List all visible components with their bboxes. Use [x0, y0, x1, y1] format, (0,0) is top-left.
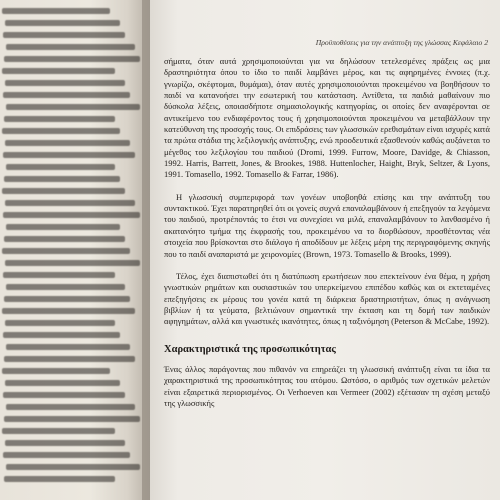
left-page-line [4, 176, 120, 182]
left-page-line [5, 380, 120, 386]
left-page-line [2, 248, 130, 254]
left-page-line [3, 32, 125, 38]
left-page-line [3, 452, 130, 458]
left-page-line [3, 332, 120, 338]
left-page-line [4, 476, 115, 482]
left-page-line [4, 56, 140, 62]
left-page-line [4, 356, 135, 362]
left-page-line [6, 104, 140, 110]
left-page-line [3, 152, 135, 158]
left-page-cropped [0, 0, 150, 500]
left-page-line [2, 188, 125, 194]
body-text [164, 56, 490, 409]
left-page-line [6, 344, 130, 350]
left-page-line [5, 200, 135, 206]
left-page-line [2, 308, 135, 314]
left-page-line [4, 296, 130, 302]
running-head: Προϋποθέσεις για την ανάπτυξη της γλώσσας Κεφάλαιο 2 [315, 38, 488, 47]
section-heading: Χαρακτηριστικά της προσωπικότητας [164, 343, 336, 355]
left-page-line [4, 236, 125, 242]
left-page-line [3, 392, 125, 398]
left-page-line [2, 68, 115, 74]
left-page-line [2, 8, 110, 14]
left-page-line [5, 440, 125, 446]
left-page-line [6, 284, 125, 290]
left-page-line [6, 44, 135, 50]
left-page-line [5, 320, 115, 326]
paragraph-1: σήματα, όταν αυτά χρησιμοποιούνται για να δηλώσουν τετελεσμένες πράξεις ως μια δραστηριότητα όπου το ίδιο το παιδί λαμβάνει μέρος, και τις αφηρημένες έννοιες (π.χ. γνωρίζω, σκέφτομαι, θυμάμαι), όταν αυτές χρησιμοποιούνται προκειμένου να βοηθήσουν το παιδί να κατανοήσει την εσωτερική του κατάσταση. Αντίθετα, τα παιδιά μαθαίνουν πιο δύσκολα λέξεις, οποιασδήποτε σημασιολογικής κατηγορίας, οι οποίες δεν αναφέρονται σε αντικείμενο του ενδιαφέροντος τους ή χρησιμοποιούνται προκειμένου να μεταβάλλουν την κατεύθυνση της προσοχής τους. Οι επιδράσεις των γλωσσικών ερεθισμάτων είναι ισχυρές κατά τα πρώτα στάδια της λεξιλογικής ανάπτυξης, ενώ προοδευτικά εξασθενούν καθώς αυξάνεται το μέγεθος του λεξιλογίου του παιδιού (Dromi, 1999. Furrow, Moore, Davidge, & Chiasson, 1992. Harris, Barrett, Jones, & Brookes, 1988. Huttenlocher, Haight, Bryk, Seltzer, & Lyons, 1991. Tomasello, 1992. Tomasello & Farrar, 1986). [164, 56, 490, 180]
left-page-line [6, 224, 120, 230]
left-page-line [5, 140, 130, 146]
left-page-line [2, 128, 120, 134]
paragraph-4: Ένας άλλος παράγοντας που πιθανόν να επηρεάζει τη γλωσσική ανάπτυξη είναι τα ίδια τα χαρακτηριστικά της προσωπικότητας του ατόμου. Ωστόσο, ο αριθμός των σχετικών μελετών είναι εξαιρετικά περιορισμένος. Οι Verhoeven και Vermeer (2002) εξέτασαν τη σχέση μεταξύ της γλωσσικής [164, 363, 490, 408]
left-page-line [2, 368, 110, 374]
left-page-line [3, 212, 140, 218]
left-page-line [3, 272, 115, 278]
left-page-line [4, 416, 140, 422]
left-page-line [5, 260, 140, 266]
left-page-line [6, 164, 115, 170]
left-page-line [6, 404, 135, 410]
paragraph-2: Η γλωσσική συμπεριφορά των γονέων υποβοηθά επίσης και την ανάπτυξη του συντακτικού. Έχει παρατηρηθεί ότι οι γονείς συχνά επαναλαμβάνουν ή επεξηγούν τα λεγόμενα του παιδιού, προτρέποντάς το έτσι να συνεχίσει να μιλά, επαναλαμβάνουν το λανθασμένο ή ακατανόητο τμήμα της έκφρασής του, προκειμένου να το διορθώσουν, προσθέτοντας νέα στοιχεία που βρίσκονται στο διάλογο ή αποδίδουν με λέξεις μέρη της περιγραφόμενης σκηνής που το παιδί αναπαριστά με χειρονομίες (Brown, 1973. Tomasello & Brooks, 1999). [164, 191, 490, 259]
left-page-line [2, 428, 115, 434]
left-page-line [3, 92, 130, 98]
right-page [150, 0, 500, 500]
left-page-line [5, 20, 120, 26]
left-page-line [6, 464, 140, 470]
left-page-line [4, 116, 115, 122]
left-page-line [5, 80, 125, 86]
paragraph-3: Τέλος, έχει διαπιστωθεί ότι η διατύπωση ερωτήσεων που επεκτείνουν ένα θέμα, η χρήση γνωστικών ρημάτων και ουσιαστικών του υπερκείμενου επιπέδου καθώς και οι εκτεταμένες επεξηγήσεις εκ μέρους του γονέα κατά τη διάρκεια δραστηριοτήτων, όπως η ανάγνωση βιβλίων ή τα γεύματα, βελτιώνουν σημαντικά την έκταση και τη δομή των παιδικών αφηγημάτων, αλλά και γνωστικές ικανότητες, όπως η ταξινόμηση (Peterson & McCabe, 1992). [164, 270, 490, 327]
